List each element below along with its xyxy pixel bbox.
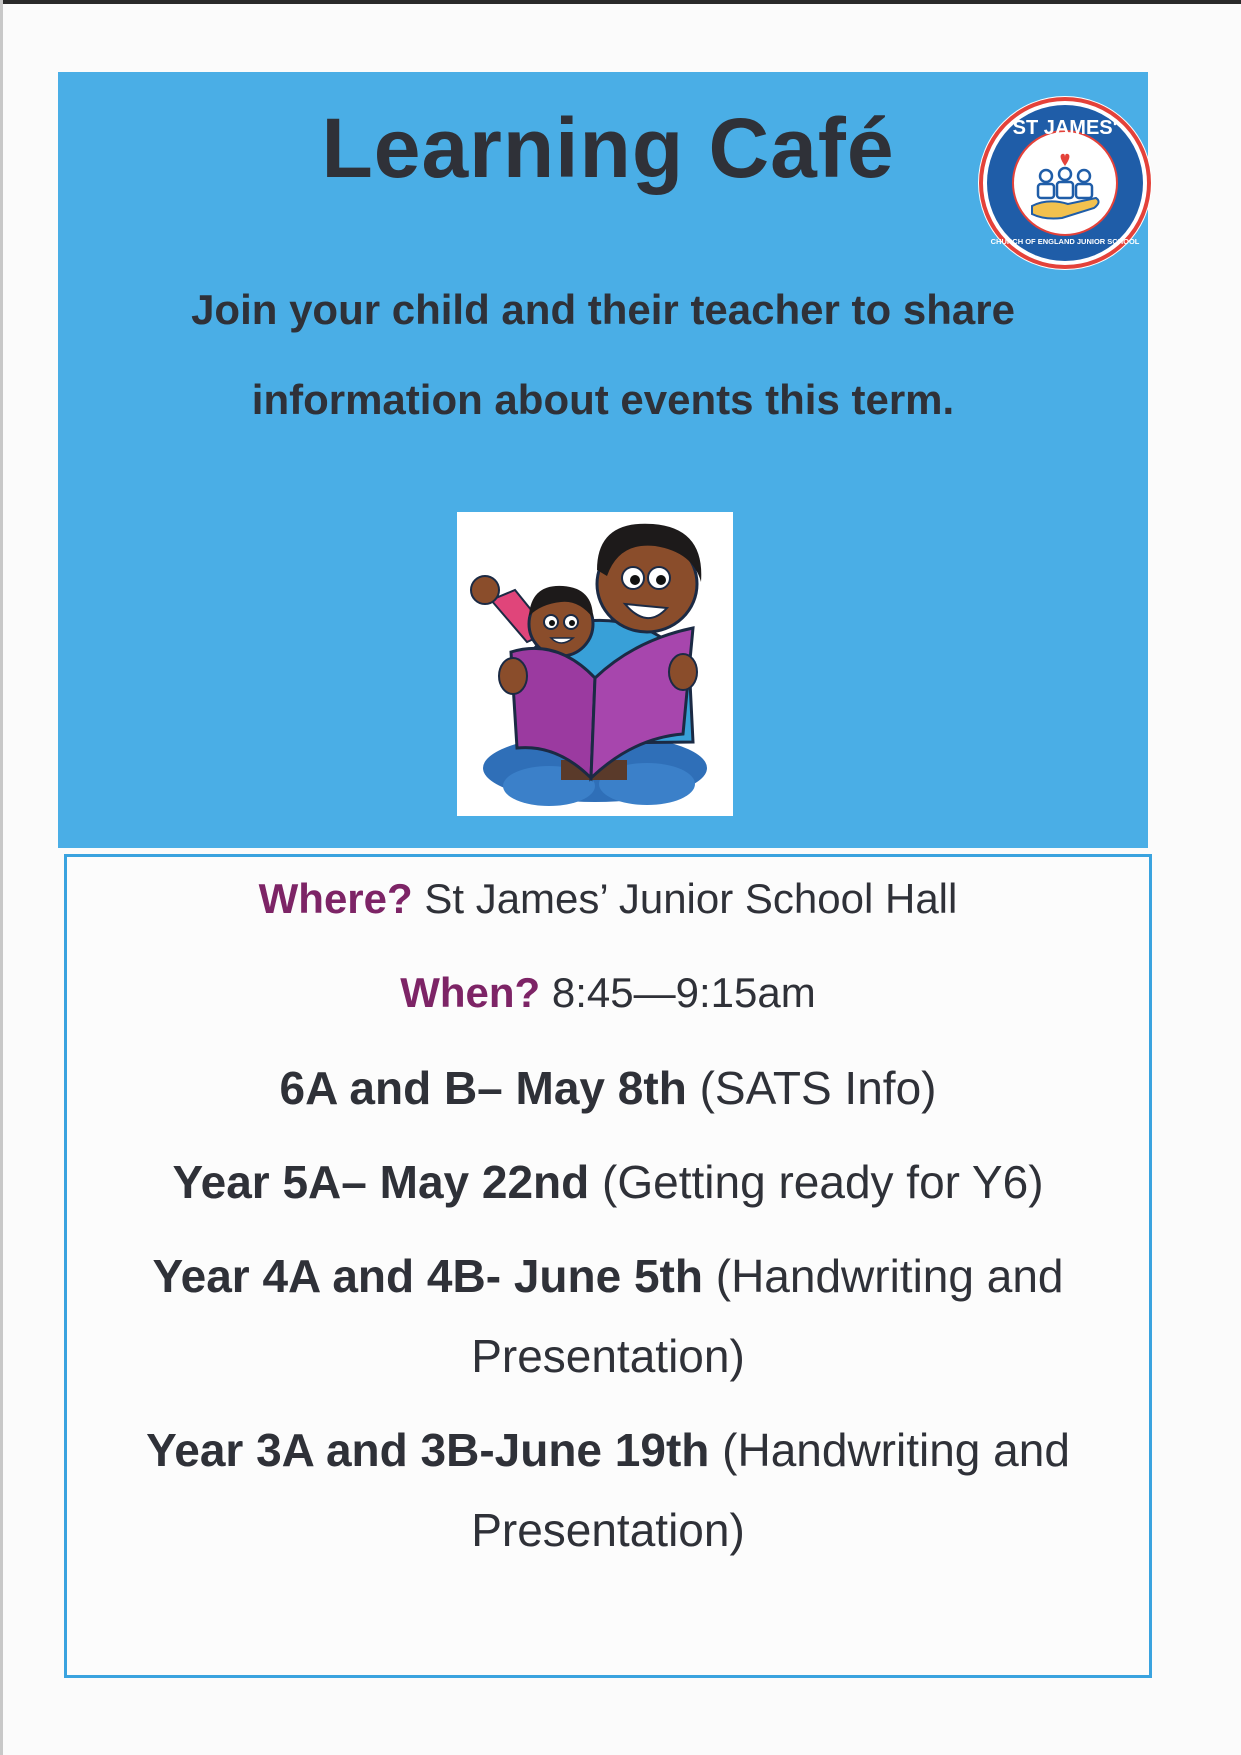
session-topic-continued: Presentation) (471, 1504, 745, 1556)
event-details-box (64, 854, 1152, 1678)
session-line (67, 1155, 1149, 1209)
header-banner (58, 72, 1148, 848)
flyer-title: Learning Café (321, 101, 895, 195)
session-group-date: Year 4A and 4B- June 5th (152, 1250, 703, 1302)
school-crest-icon (976, 94, 1154, 272)
session-group-date: 6A and B– May 8th (279, 1062, 687, 1114)
where-line (67, 875, 1149, 923)
session-group-date: Year 5A– May 22nd (172, 1156, 590, 1208)
where-label: Where? (258, 875, 413, 922)
where-value: St James’ Junior School Hall (412, 875, 958, 922)
scan-edge-left (0, 0, 3, 1755)
when-value: 8:45—9:15am (540, 969, 816, 1016)
session-line (67, 1423, 1149, 1477)
subtitle-line-1: Join your child and their teacher to share (191, 286, 1015, 333)
session-topic: (Handwriting and (709, 1424, 1070, 1476)
session-line (67, 1061, 1149, 1115)
session-line (67, 1249, 1149, 1303)
session-topic: (SATS Info) (686, 1062, 937, 1114)
subtitle-line-2: information about events this term. (251, 376, 955, 423)
session-group-date: Year 3A and 3B-June 19th (146, 1424, 710, 1476)
session-topic: (Handwriting and (702, 1250, 1064, 1302)
crest-top-text: ST JAMES' (1012, 117, 1118, 139)
when-line (67, 969, 1149, 1017)
flyer-subtitle (98, 265, 1108, 445)
scan-edge-top (0, 0, 1241, 4)
parent-reading-with-child-icon (457, 512, 733, 816)
session-topic-continued: Presentation) (471, 1330, 745, 1382)
session-topic: (Getting ready for Y6) (589, 1156, 1044, 1208)
crest-bottom-text: CHURCH OF ENGLAND JUNIOR SCHOOL (990, 237, 1140, 246)
when-label: When? (400, 969, 541, 1016)
